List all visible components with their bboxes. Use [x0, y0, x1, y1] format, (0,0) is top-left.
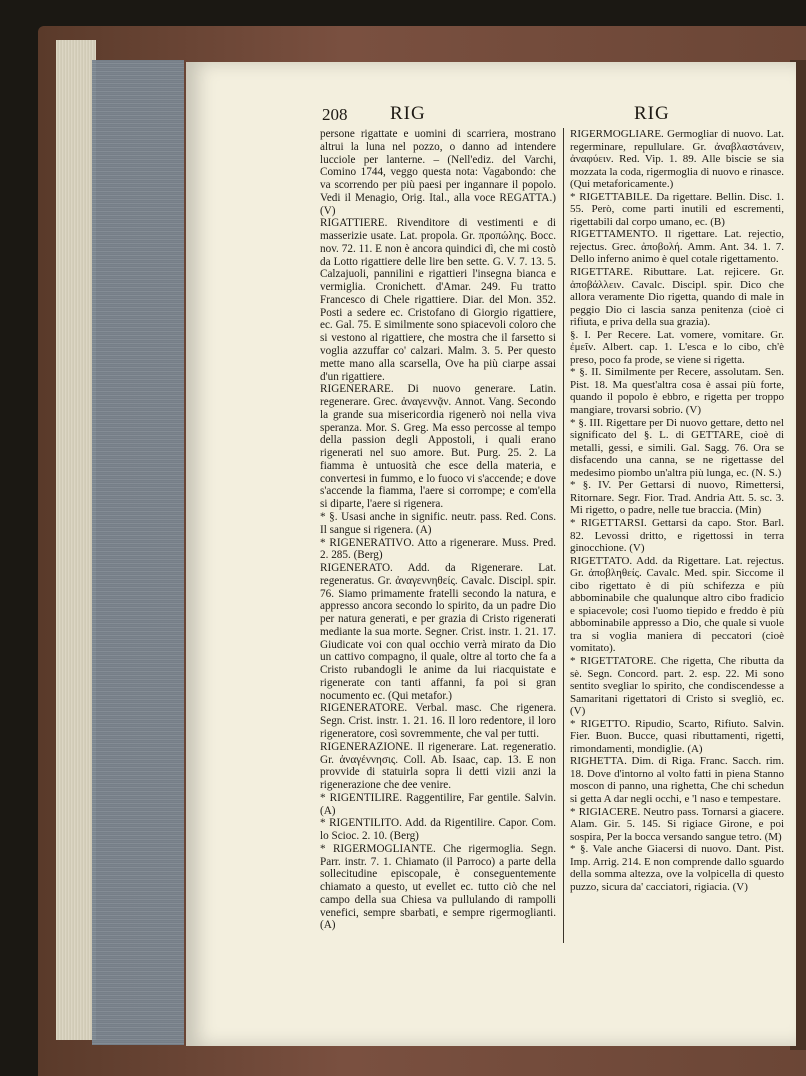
- entry-paragraph: RIGETTARE. Ributtare. Lat. rejicere. Gr. ἀποβάλλειν. Cavalc. Discipl. spir. Dico che allora veramente Dio rigetta, quando di male in peggio Dio ci lascia sanza penitenza (cioè ci rifiuta, e priva della sua grazia).: [570, 266, 784, 329]
- entry-paragraph: RIGATTIERE. Rivenditore di vestimenti e di masserizie usate. Lat. propola. Gr. προπώλης. Bocc. nov. 72. 11. E non è ancora quindici dì, che mi costò da Lotto rigattiere delle lire ben sette. G. V. 7. 13. 5. Calzajuoli, pannilini e rigattieri l'insegna bianca e vermiglia. Cronichett. d'Amar. 249. Fu tratto Francesco di Chele rigattiere. Diar. del Mon. 352. Posti a sedere ec. Cristofano di Giorgio rigattiere, ec. Gal. 75. E similmente sono spiacevoli coloro che si vestono al rigattiere, che mostra che il farsetto si voglia azzuffar co' calzari. Malm. 3. 5. Per questo mette mano alla scarsella, Ove ha più ciarpe assai d'un rigattiere.: [320, 217, 556, 383]
- entry-paragraph: * §. IV. Per Gettarsi di nuovo, Rimettersi, Ritornare. Segr. Fior. Trad. Andria Att. 5. sc. 3. Mi rigetto, o padre, nelle tue braccia. (Min): [570, 479, 784, 517]
- entry-paragraph: RIGENERATORE. Verbal. masc. Che rigenera. Segn. Crist. instr. 1. 21. 16. Il loro redentore, il loro rigeneratore, così sovremmente, che val per tutti.: [320, 702, 556, 740]
- page-stack-edge: [56, 40, 96, 1040]
- right-column: [570, 128, 784, 943]
- right-running-head: RIG: [634, 103, 670, 124]
- entry-paragraph: * RIGENERATIVO. Atto a rigenerare. Muss. Pred. 2. 285. (Berg): [320, 536, 556, 562]
- entry-paragraph: RIGENERATO. Add. da Rigenerare. Lat. regeneratus. Gr. ἀναγεννηθείς. Cavalc. Discipl. spir. 76. Siamo primamente fratelli secondo la natura, e appresso ancora secondo lo spirito, da un padre Dio per natura generati, e per grazia di Cristo rigenerati mediante la sua morte. Segner. Crist. instr. 1. 21. 17. Giudicate voi con qual occhio verrà mirato da Dio un cattivo compagno, il quale, oltre al torto che fa a Cristo rubandogli le anime da lui riacquistate e rigenerate con tanti affanni, fa poi si gran nocumento ec. (Qui metafor.): [320, 562, 556, 702]
- entry-paragraph: * RIGENTILITO. Add. da Rigentilire. Capor. Com. lo Scioc. 2. 10. (Berg): [320, 817, 556, 843]
- entry-paragraph: RIGENERARE. Di nuovo generare. Latin. regenerare. Grec. ἀναγεννᾷν. Annot. Vang. Secondo la grande sua misericordia rigenerò noi nella viva speranza. Mor. S. Greg. Ma esso percosse al tempo della passion degli Appostoli, i quali erano rigenerati nel suo amore. But. Purg. 25. 2. La fiamma è untuosità che esce della materia, e convertesi in fummo, e lo fuoco vi s'accende; e dove s'accende la fiamma, l'aere si corrompe; e com'ella si diparte, l'aere si rigenera.: [320, 383, 556, 511]
- entry-paragraph: §. I. Per Recere. Lat. vomere, vomitare. Gr. ἐμεῖν. Albert. cap. 1. L'esca e lo cibo, ch'è preso, poco fa prode, se viene si rigetta.: [570, 328, 784, 366]
- entry-paragraph: * RIGETTABILE. Da rigettare. Bellin. Disc. 1. 55. Però, come parti inutili ed escrementi, rigettabili dal corpo umano, ec. (B): [570, 190, 784, 228]
- running-header: [322, 103, 784, 129]
- entry-paragraph: * RIGETTATORE. Che rigetta, Che ributta da sè. Segn. Concord. part. 2. esp. 22. Mi sono sentito svegliar lo spirito, che condiscendesse a Samaritani rigettatori di Cristo si svegliò, ec. (V): [570, 654, 784, 718]
- entry-paragraph: persone rigattate e uomini di scarriera, mostrano altrui la luna nel pozzo, o danno ad intendere lucciole per lanterne. – (Nell'ediz. del Varchi, Comino 1744, veggo questa nota: Vagabondo: che va scorrendo per più paesi per ingannare il popolo. Vedi il Menagio, Orig. Ital., alla voce REGATTA.) (V): [320, 128, 556, 217]
- entry-paragraph: * RIGETTARSI. Gettarsi da capo. Stor. Barl. 82. Levossi dritto, e rigettossi in terra ginocchione. (V): [570, 516, 784, 555]
- entry-paragraph: RIGETTATO. Add. da Rigettare. Lat. rejectus. Gr. ἀποβληθείς. Cavalc. Med. spir. Siccome il cibo rigettato è di più schifezza e più abbominabile che qualunque altro cibo fradicio e spiacevole; così l'uomo tiepido e freddo è più abbominabile appresso a Dio, che quale si vuole tra si voglia maniera di peccatori (cioè vomitato).: [570, 554, 784, 655]
- entry-paragraph: * RIGENTILIRE. Raggentilire, Far gentile. Salvin. (A): [320, 791, 556, 817]
- book-fore-edge: [92, 60, 184, 1045]
- left-column: [320, 128, 556, 943]
- entry-paragraph: * §. Vale anche Giacersi di nuovo. Dant. Pist. Imp. Arrig. 214. E non comprende dallo sguardo della somma altezza, ove la volpicella di questo puzzo, sicura da' cacciatori, rigiacia. (V): [570, 843, 784, 893]
- page-number: 208: [322, 105, 348, 124]
- entry-paragraph: RIGETTAMENTO. Il rigettare. Lat. rejectio, rejectus. Grec. ἀποβολή. Amm. Ant. 34. 1. 7. Dello inferno animo è quel cotale rigettamento.: [570, 228, 784, 266]
- entry-paragraph: * RIGETTO. Ripudio, Scarto, Rifiuto. Salvin. Fier. Buon. Bucce, quasi ributtamenti, rigetti, rimondamenti, mondiglie. (A): [570, 717, 784, 755]
- entry-paragraph: RIGERMOGLIARE. Germogliar di nuovo. Lat. regerminare, repullulare. Gr. ἀναβλαστάνειν, ἀναφύειν. Red. Vip. 1. 89. Alle biscie se sia mozzata la coda, rigermoglia di nuovo e rinasce. (Qui metaforicamente.): [570, 128, 784, 191]
- entry-paragraph: * §. II. Similmente per Recere, assolutam. Sen. Pist. 18. Ma quest'altra cosa è assai più forte, quando il popolo è ebbro, e rigetta per troppo mangiare, trovarsi sobrio. (V): [570, 366, 784, 417]
- entry-paragraph: * RIGERMOGLIANTE. Che rigermoglia. Segn. Parr. instr. 7. 1. Chiamato (il Parroco) a parte della sollecitudine episcopale, è conseguentemente chiamato a questo, ut evellet ec. tutto ciò che nel campo della sua Chiesa va pullulando di rampolli venefici, sempre sbarbati, e sempre rigermoglianti. (A): [320, 842, 556, 932]
- entry-paragraph: * RIGIACERE. Neutro pass. Tornarsi a giacere. Alam. Gir. 5. 145. Si rigiace Girone, e poi sospira, Per la bocca versando sangue tetro. (M): [570, 805, 784, 843]
- entry-paragraph: RIGENERAZIONE. Il rigenerare. Lat. regeneratio. Gr. ἀναγέννησις. Coll. Ab. Isaac, cap. 13. E non provvide di statuirla sopra li detti vizii anzi la rigenerazione che dee venire.: [320, 740, 556, 792]
- column-divider: [563, 128, 564, 943]
- left-running-head: RIG: [390, 103, 426, 124]
- entry-paragraph: * §. Usasi anche in signific. neutr. pass. Red. Cons. Il sangue si rigenera. (A): [320, 510, 556, 536]
- entry-paragraph: * §. III. Rigettare per Di nuovo gettare, detto nel significato del §. L. di GETTARE, cioè di metalli, gessi, e simili. Gal. Sagg. 76. Ora se disfacendo una canna, se ne rigettasse del medesimo piombo un'altra più lunga, ec. (N. S.): [570, 416, 784, 479]
- entry-paragraph: RIGHETTA. Dim. di Riga. Franc. Sacch. rim. 18. Dove d'intorno al volto fatti in piena Stanno moscon di panno, una righetta, Che chi schedun si getta A dar negli occhi, e 'l naso e tempestare.: [570, 755, 784, 805]
